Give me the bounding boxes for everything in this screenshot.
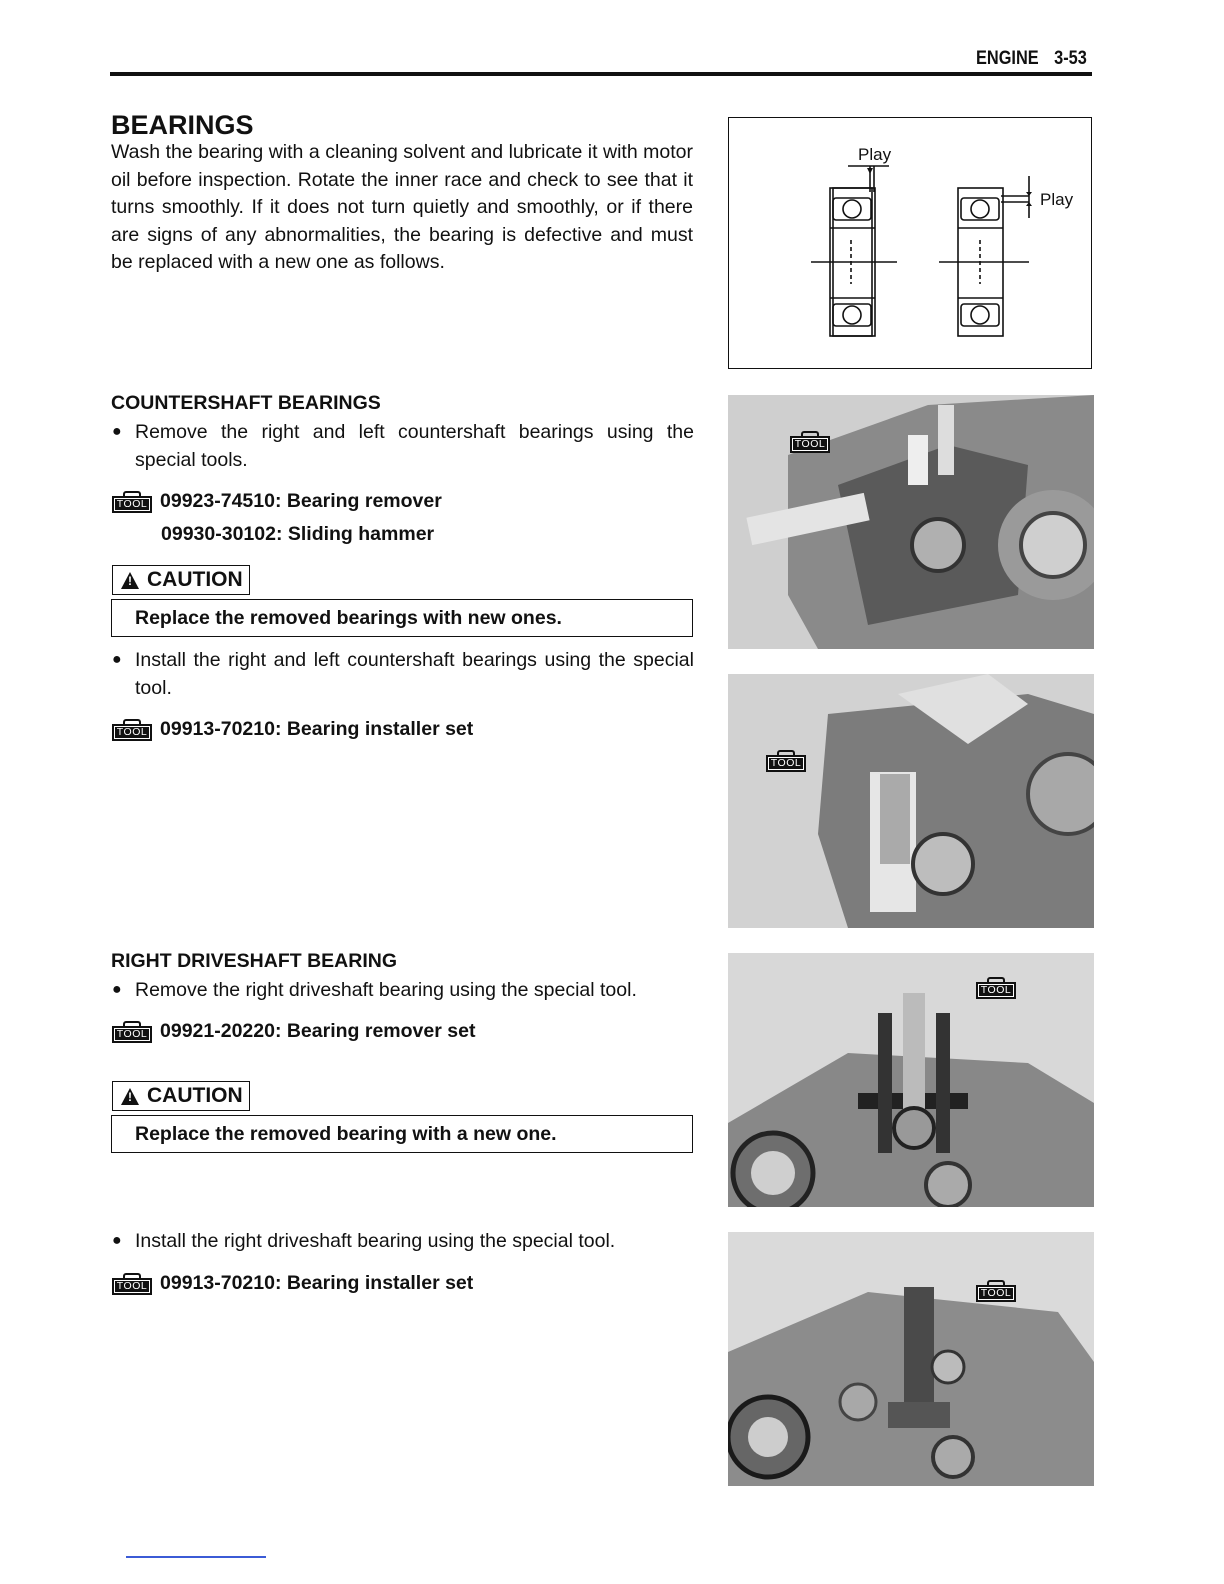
countershaft-remove-step: ● Remove the right and left countershaft bearings using the special tools. [112, 418, 694, 474]
header-page-number: 3-53 [1054, 48, 1087, 69]
caution-box-1: Replace the removed bearings with new ones. [111, 599, 693, 637]
header-rule [110, 72, 1092, 76]
bullet-dot: ● [112, 1232, 122, 1249]
bearing-diagram-svg [729, 118, 1090, 367]
driveshaft-install-tool: TOOL 09913-70210: Bearing installer set [112, 1272, 473, 1295]
warning-triangle-icon [121, 572, 139, 589]
page-header [976, 48, 1087, 70]
diagram-label-play-right: Play [1040, 190, 1074, 209]
header-section: ENGINE [976, 48, 1039, 69]
bearing-play-diagram [728, 117, 1092, 369]
tool-icon: TOOL [766, 750, 814, 772]
tool-icon: TOOL [112, 1273, 152, 1295]
driveshaft-install-step: ● Install the right driveshaft bearing using the special tool. [112, 1227, 694, 1255]
tool-icon: TOOL [112, 719, 152, 741]
tool-icon: TOOL [112, 1021, 152, 1043]
tool-icon: TOOL [976, 1280, 1024, 1302]
caution-label-2: ! CAUTION [112, 1081, 250, 1111]
warning-triangle-icon [121, 1088, 139, 1105]
bullet-dot: ● [112, 423, 122, 440]
countershaft-install-tool: TOOL 09913-70210: Bearing installer set [112, 718, 473, 741]
photo-driveshaft-install [728, 1232, 1094, 1486]
footer-line [126, 1556, 266, 1558]
caution-label-1: ! CAUTION [112, 565, 250, 595]
photo-countershaft-install [728, 674, 1094, 928]
countershaft-install-step: ● Install the right and left countershaft bearings using the special tool. [112, 646, 694, 702]
countershaft-remove-tool-1: TOOL 09923-74510: Bearing remover [112, 490, 442, 513]
photo-countershaft-removal [728, 395, 1094, 649]
tool-icon: TOOL [790, 431, 838, 453]
driveshaft-remove-tool: TOOL 09921-20220: Bearing remover set [112, 1020, 475, 1043]
photo-driveshaft-removal [728, 953, 1094, 1207]
bullet-dot: ● [112, 981, 122, 998]
driveshaft-remove-step: ● Remove the right driveshaft bearing using the special tool. [112, 976, 694, 1004]
intro-paragraph: Wash the bearing with a cleaning solvent and lubricate it with motor oil before inspection. Rotate the inner race and check to see that it turns smoothly. If it does not turn quietly and smoothly, or if there are signs of any abnormalities, the bearing is defective and must be replaced with a new one as follows. [111, 141, 693, 273]
tool-icon: TOOL [112, 491, 152, 513]
caution-box-2: Replace the removed bearing with a new one. [111, 1115, 693, 1153]
countershaft-heading: COUNTERSHAFT BEARINGS [111, 392, 381, 414]
driveshaft-heading: RIGHT DRIVESHAFT BEARING [111, 950, 398, 972]
countershaft-remove-tool-2: 09930-30102: Sliding hammer [161, 523, 435, 545]
diagram-label-play-left: Play [858, 145, 892, 164]
bullet-dot: ● [112, 651, 122, 668]
tool-icon: TOOL [976, 977, 1024, 999]
page-title: BEARINGS [111, 110, 254, 140]
